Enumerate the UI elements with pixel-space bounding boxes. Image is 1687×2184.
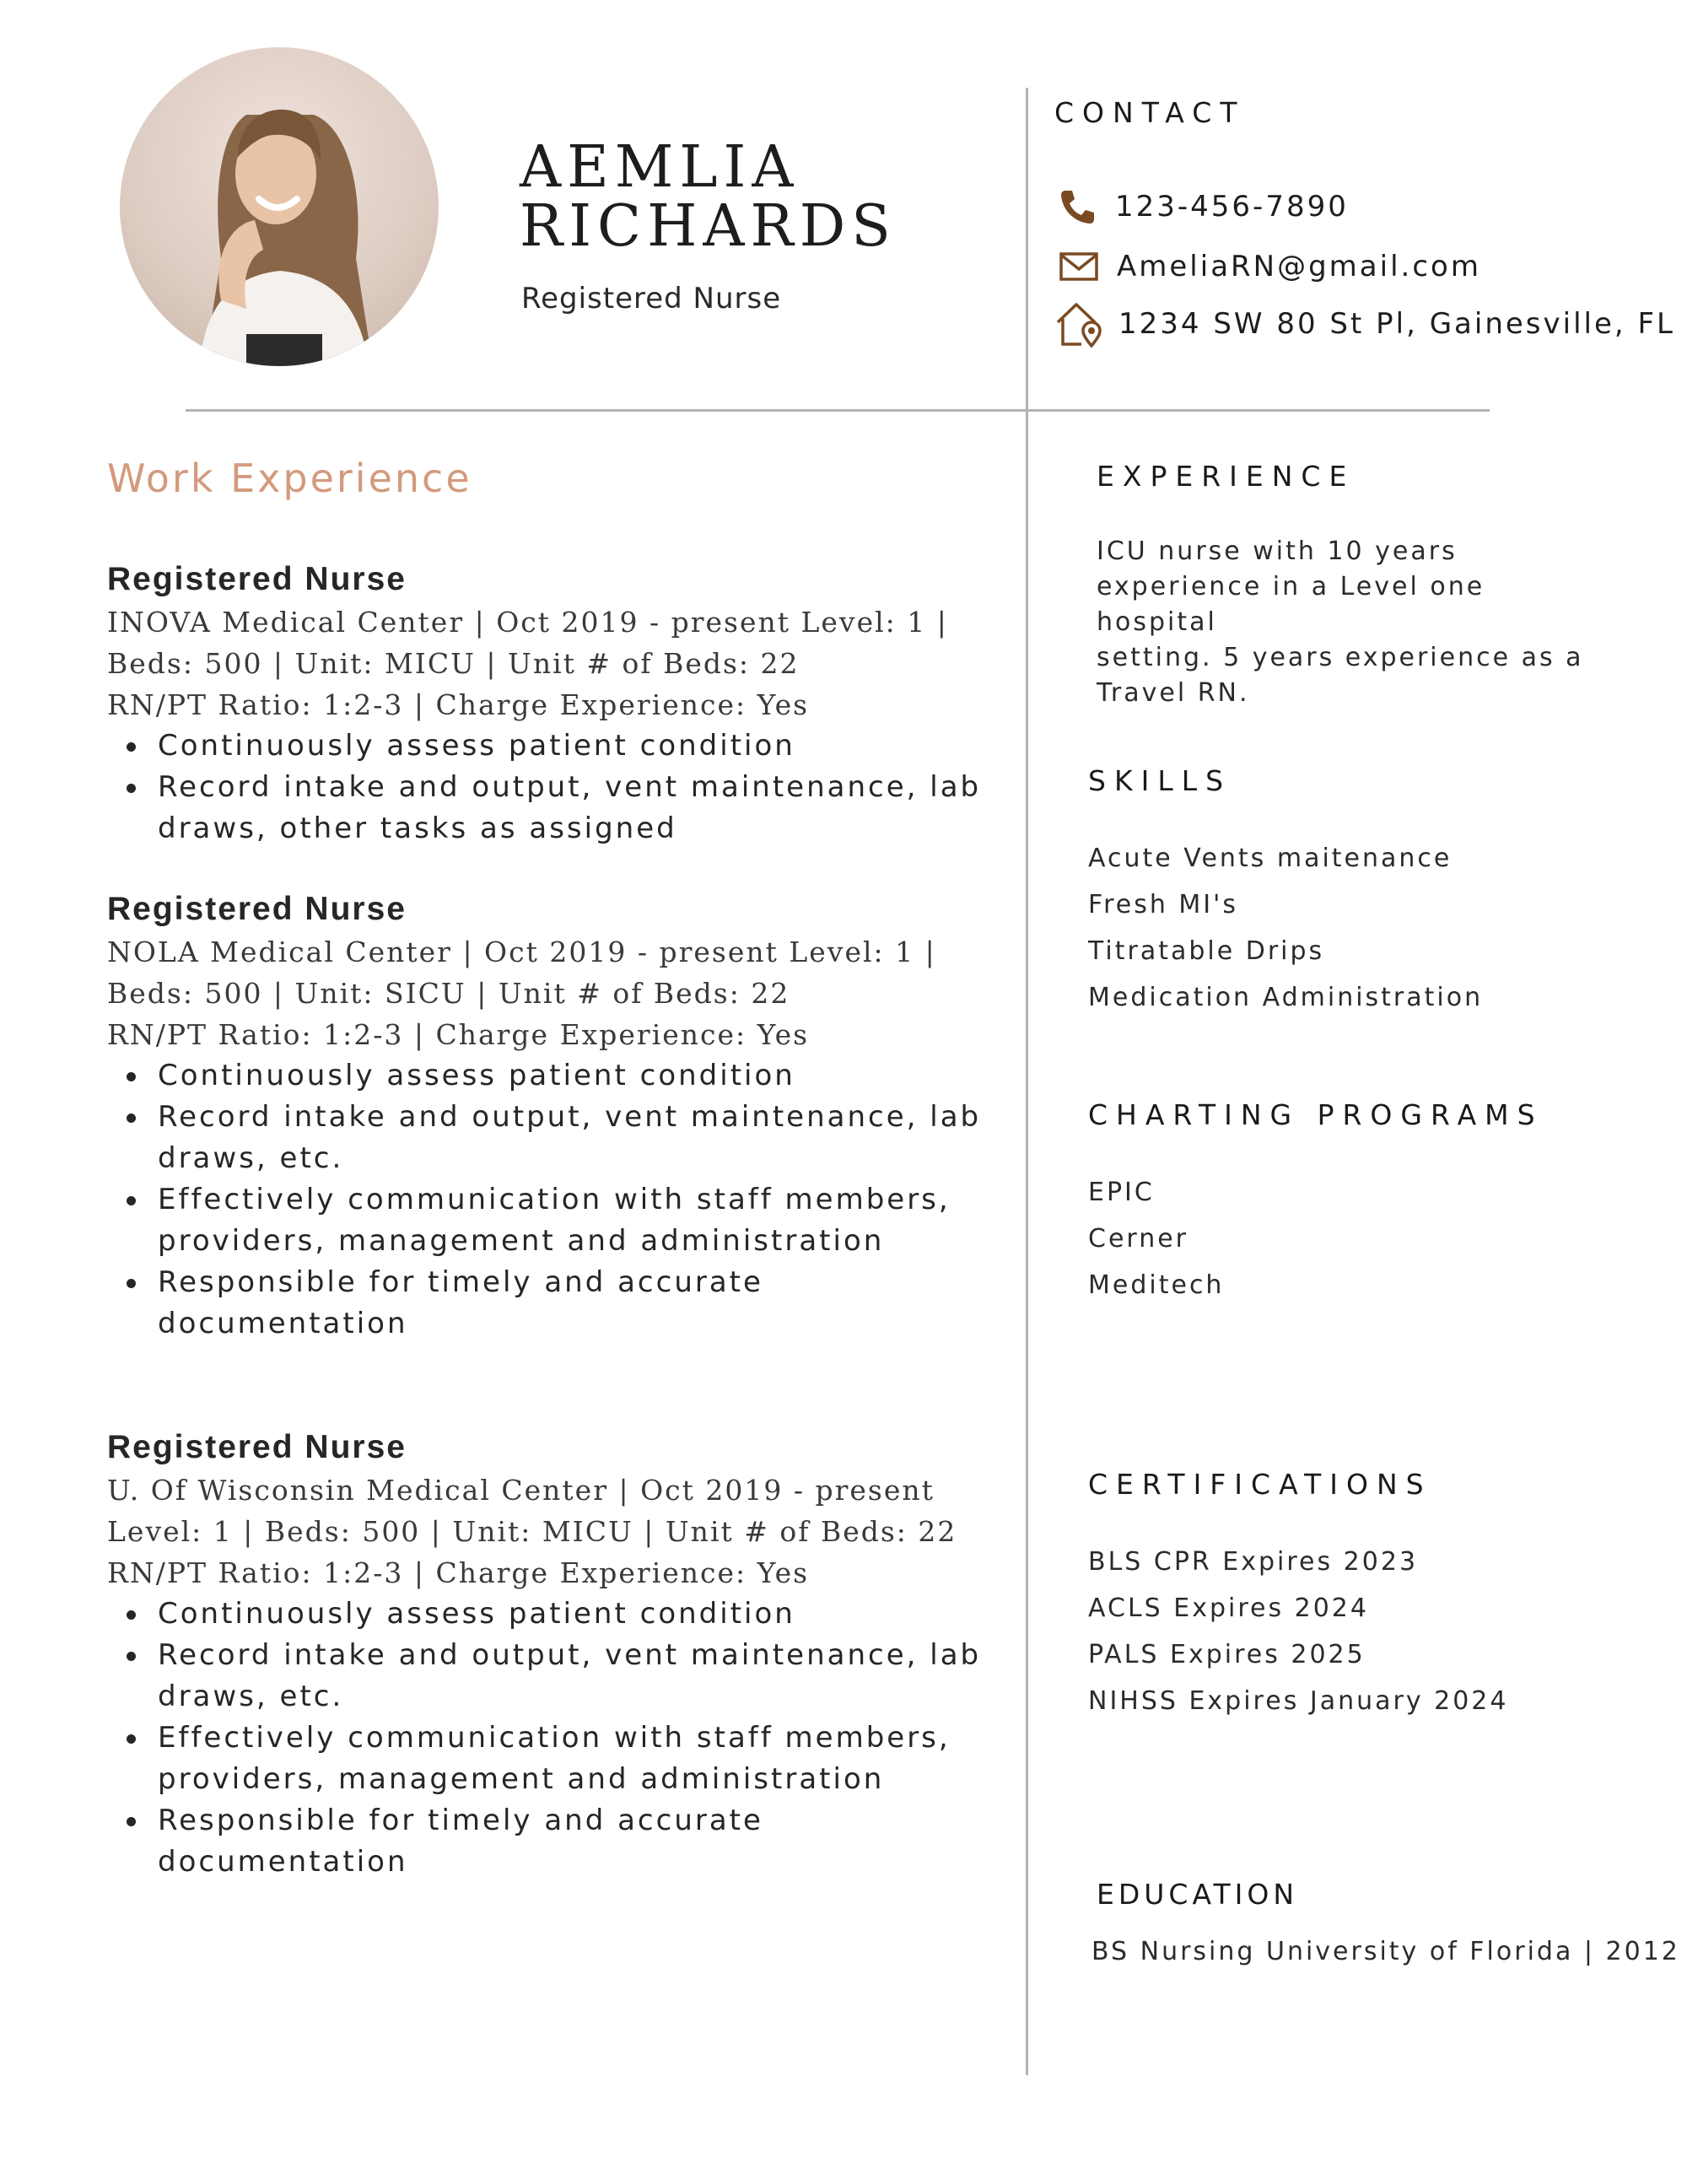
- job-entry: [107, 887, 982, 1345]
- contact-email[interactable]: [1059, 250, 1481, 283]
- job-entry: [107, 1426, 982, 1883]
- home-location-icon: [1054, 300, 1105, 348]
- job-meta-line: Beds: 500 | Unit: MICU | Unit # of Beds: 22: [107, 647, 800, 680]
- job-bullet: Responsible for timely and accurate documentation: [158, 1800, 799, 1883]
- job-bullet: Effectively communication with staff members, providers, management and administration: [158, 1179, 1001, 1262]
- job-role: Registered Nurse: [107, 561, 407, 597]
- phone-icon: [1058, 187, 1097, 226]
- certification-item: ACLS Expires 2024: [1088, 1594, 1369, 1623]
- job-bullet: Continuously assess patient condition: [158, 1594, 967, 1635]
- summary-line: experience in a Level one hospital: [1097, 572, 1485, 637]
- charting-heading: CHARTING PROGRAMS: [1088, 1098, 1544, 1131]
- mail-icon: [1059, 251, 1098, 282]
- job-bullets: [107, 725, 982, 849]
- job-meta-line: U. Of Wisconsin Medical Center | Oct 2019 - present: [107, 1474, 935, 1507]
- contact-address: [1054, 300, 1675, 348]
- job-bullet: Continuously assess patient condition: [158, 725, 967, 767]
- experience-heading: EXPERIENCE: [1097, 460, 1356, 493]
- job-bullets: [107, 1594, 982, 1883]
- job-meta-line: NOLA Medical Center | Oct 2019 - present Level: 1 |: [107, 936, 936, 968]
- profile-photo: [120, 47, 439, 366]
- job-bullet: Responsible for timely and accurate documentation: [158, 1262, 799, 1345]
- job-meta-line: Level: 1 | Beds: 500 | Unit: MICU | Unit # of Beds: 22: [107, 1515, 957, 1548]
- contact-heading: CONTACT: [1054, 96, 1246, 129]
- email-address: AmeliaRN@gmail.com: [1117, 250, 1481, 283]
- skill-item: Medication Administration: [1088, 983, 1484, 1012]
- certifications-heading: CERTIFICATIONS: [1088, 1468, 1432, 1501]
- work-experience-heading: Work Experience: [107, 456, 472, 501]
- job-bullet: Continuously assess patient condition: [158, 1055, 967, 1097]
- education-entry: BS Nursing University of Florida | 2012: [1091, 1937, 1680, 1966]
- job-role: Registered Nurse: [107, 1429, 407, 1465]
- job-role: Registered Nurse: [107, 891, 407, 927]
- summary-line: setting. 5 years experience as a: [1097, 643, 1584, 672]
- phone-number: 123-456-7890: [1115, 190, 1349, 224]
- street-address: 1234 SW 80 St Pl, Gainesville, FL: [1118, 307, 1675, 341]
- certification-item: PALS Expires 2025: [1088, 1640, 1366, 1669]
- job-meta-line: RN/PT Ratio: 1:2-3 | Charge Experience: Yes: [107, 1018, 810, 1051]
- candidate-name: [520, 134, 992, 260]
- job-bullet: Record intake and output, vent maintenance, lab draws, etc.: [158, 1635, 1001, 1718]
- skills-list: [1088, 835, 1483, 1021]
- summary-line: Travel RN.: [1097, 678, 1250, 708]
- certification-item: NIHSS Expires January 2024: [1088, 1686, 1509, 1716]
- horizontal-divider: [186, 409, 1490, 412]
- vertical-divider: [1026, 88, 1028, 2075]
- skill-item: Fresh MI's: [1088, 890, 1238, 919]
- job-meta-line: INOVA Medical Center | Oct 2019 - present Level: 1 |: [107, 606, 948, 639]
- skill-item: Titratable Drips: [1088, 936, 1325, 966]
- job-meta-line: RN/PT Ratio: 1:2-3 | Charge Experience: Yes: [107, 1556, 810, 1589]
- education-heading: EDUCATION: [1097, 1878, 1299, 1911]
- skills-heading: SKILLS: [1088, 764, 1232, 797]
- job-bullet: Record intake and output, vent maintenance, lab draws, other tasks as assigned: [158, 767, 1001, 849]
- job-entry: [107, 558, 982, 849]
- summary-line: ICU nurse with 10 years: [1097, 537, 1458, 566]
- job-bullets: [107, 1055, 982, 1345]
- experience-summary: [1097, 534, 1603, 711]
- certifications-list: [1088, 1539, 1508, 1724]
- job-meta-line: RN/PT Ratio: 1:2-3 | Charge Experience: Yes: [107, 688, 810, 721]
- name-line-last: RICHARDS: [520, 193, 897, 260]
- skill-item: Acute Vents maitenance: [1088, 844, 1453, 873]
- job-bullet: Effectively communication with staff members, providers, management and administration: [158, 1718, 1001, 1800]
- job-meta-line: Beds: 500 | Unit: SICU | Unit # of Beds: 22: [107, 977, 790, 1010]
- name-line-first: AEMLIA: [520, 134, 800, 201]
- candidate-title: Registered Nurse: [521, 282, 782, 315]
- job-bullet: Record intake and output, vent maintenance, lab draws, etc.: [158, 1097, 1001, 1179]
- profile-photo-illustration: [120, 47, 439, 366]
- contact-phone[interactable]: [1058, 187, 1349, 226]
- certification-item: BLS CPR Expires 2023: [1088, 1547, 1419, 1577]
- charting-list: [1088, 1169, 1224, 1308]
- charting-item: EPIC: [1088, 1178, 1155, 1207]
- charting-item: Cerner: [1088, 1224, 1189, 1254]
- charting-item: Meditech: [1088, 1270, 1225, 1300]
